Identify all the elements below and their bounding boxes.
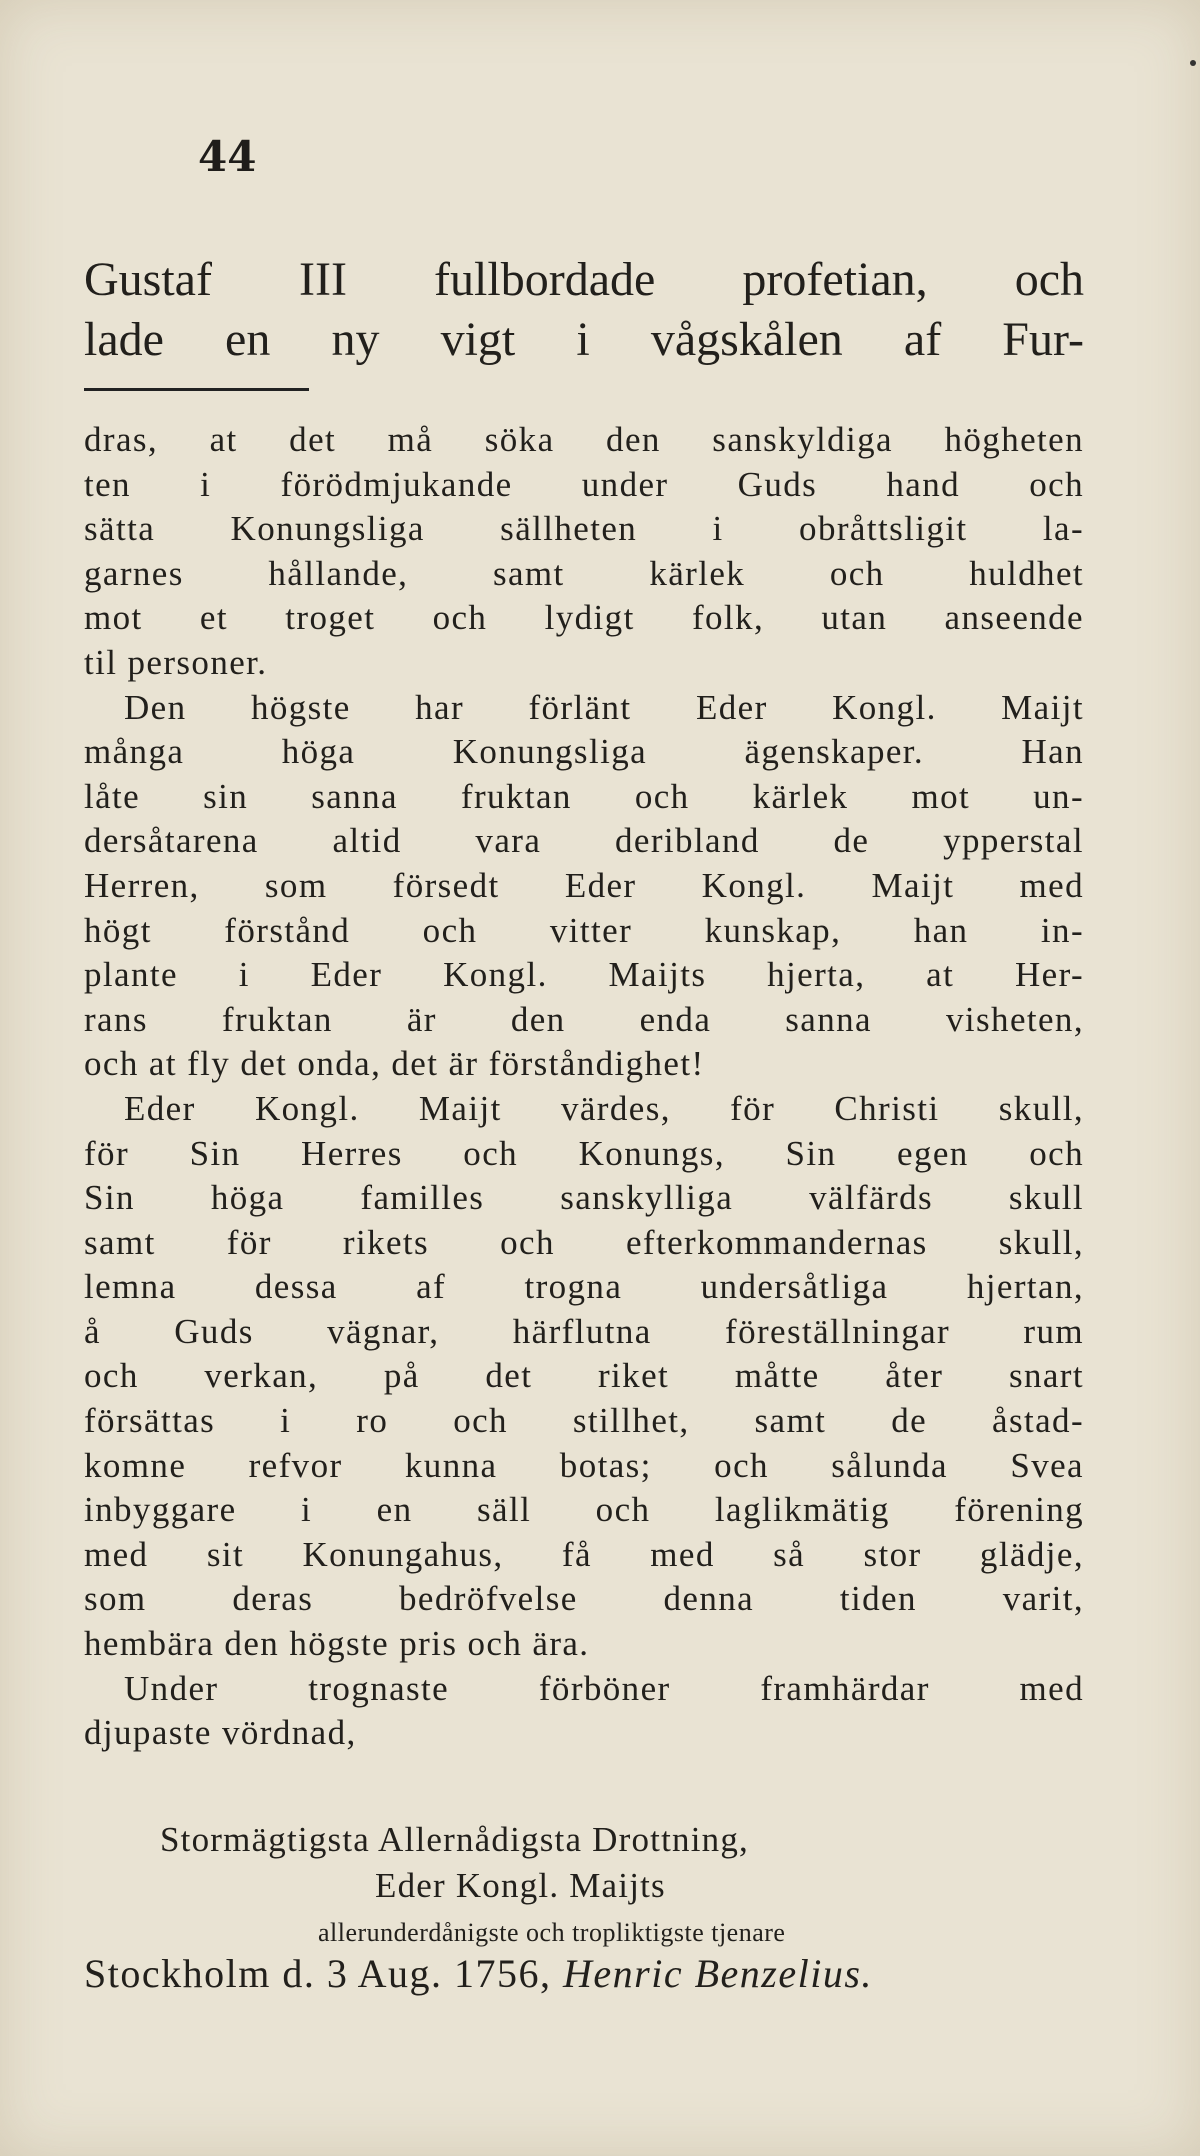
- body-line: djupaste vördnad,: [84, 1713, 357, 1753]
- body-line: och at fly det onda, det är förståndighet!: [84, 1044, 705, 1084]
- section-rule: [84, 388, 309, 391]
- body-text: [84, 418, 1084, 1756]
- place-date: Stockholm d. 3 Aug. 1756,: [84, 1951, 552, 1996]
- body-line: å Guds vägnar, härflutna föreställningar rum: [84, 1311, 1084, 1351]
- body-line: försättas i ro och stillhet, samt de åstad-: [84, 1401, 1084, 1441]
- body-line: dras, at det må söka den sanskyldiga högheten: [84, 420, 1084, 459]
- body-line: garnes hållande, samt kärlek och huldhet: [84, 553, 1084, 593]
- body-line: Den högste har förlänt Eder Kongl. Maijt: [124, 687, 1084, 727]
- body-line: låte sin sanna fruktan och kärlek mot un-: [84, 776, 1084, 816]
- closing-address: Eder Kongl. Maijts: [375, 1866, 666, 1905]
- intro-paragraph: [84, 250, 1084, 370]
- body-line: rans fruktan är den enda sanna visheten,: [84, 999, 1084, 1039]
- body-line: som deras bedröfvelse denna tiden varit,: [84, 1579, 1084, 1619]
- body-line: inbyggare i en säll och laglikmätig förening: [84, 1490, 1084, 1530]
- body-line: plante i Eder Kongl. Maijts hjerta, at Her-: [84, 955, 1084, 995]
- page-number: 44: [198, 132, 257, 181]
- body-line: och verkan, på det riket måtte åter snart: [84, 1356, 1084, 1396]
- body-line: högt förstånd och vitter kunskap, han in-: [84, 910, 1084, 950]
- body-line: ten i förödmjukande under Guds hand och: [84, 464, 1084, 504]
- body-line: för Sin Herres och Konungs, Sin egen och: [84, 1133, 1084, 1173]
- body-line: Eder Kongl. Maijt värdes, för Christi skull,: [124, 1088, 1084, 1128]
- body-line: Herren, som försedt Eder Kongl. Maijt med: [84, 865, 1084, 905]
- body-line: många höga Konungsliga ägenskaper. Han: [84, 732, 1084, 772]
- closing-servant: allerunderdånigste och tropliktigste tjenare: [318, 1918, 786, 1947]
- intro-line: Gustaf III fullbordade profetian, och: [84, 253, 1084, 306]
- signature: Henric Benzelius.: [563, 1951, 873, 1996]
- intro-line: lade en ny vigt i vågskålen af Fur-: [84, 313, 1084, 366]
- body-line: komne refvor kunna botas; och sålunda Svea: [84, 1445, 1084, 1485]
- body-line: samt för rikets och efterkommandernas skull,: [84, 1222, 1084, 1262]
- body-line: mot et troget och lydigt folk, utan anseende: [84, 598, 1084, 638]
- body-line: dersåtarena altid vara deribland de ypperstal: [84, 821, 1084, 861]
- edge-mark: [1190, 60, 1196, 66]
- body-line: lemna dessa af trogna undersåtliga hjertan,: [84, 1267, 1084, 1307]
- body-line: Sin höga familles sanskylliga välfärds skull: [84, 1178, 1084, 1218]
- body-line: Under trognaste förböner framhärdar med: [124, 1668, 1084, 1708]
- body-line: hembära den högste pris och ära.: [84, 1624, 590, 1664]
- closing-signature-line: [84, 1950, 1084, 1997]
- closing-salutation: Stormägtigsta Allernådigsta Drottning,: [160, 1820, 750, 1859]
- body-line: med sit Konungahus, få med så stor glädje,: [84, 1534, 1084, 1574]
- body-line: sätta Konungsliga sällheten i obråttsligit la-: [84, 509, 1084, 549]
- body-line: til personer.: [84, 642, 268, 682]
